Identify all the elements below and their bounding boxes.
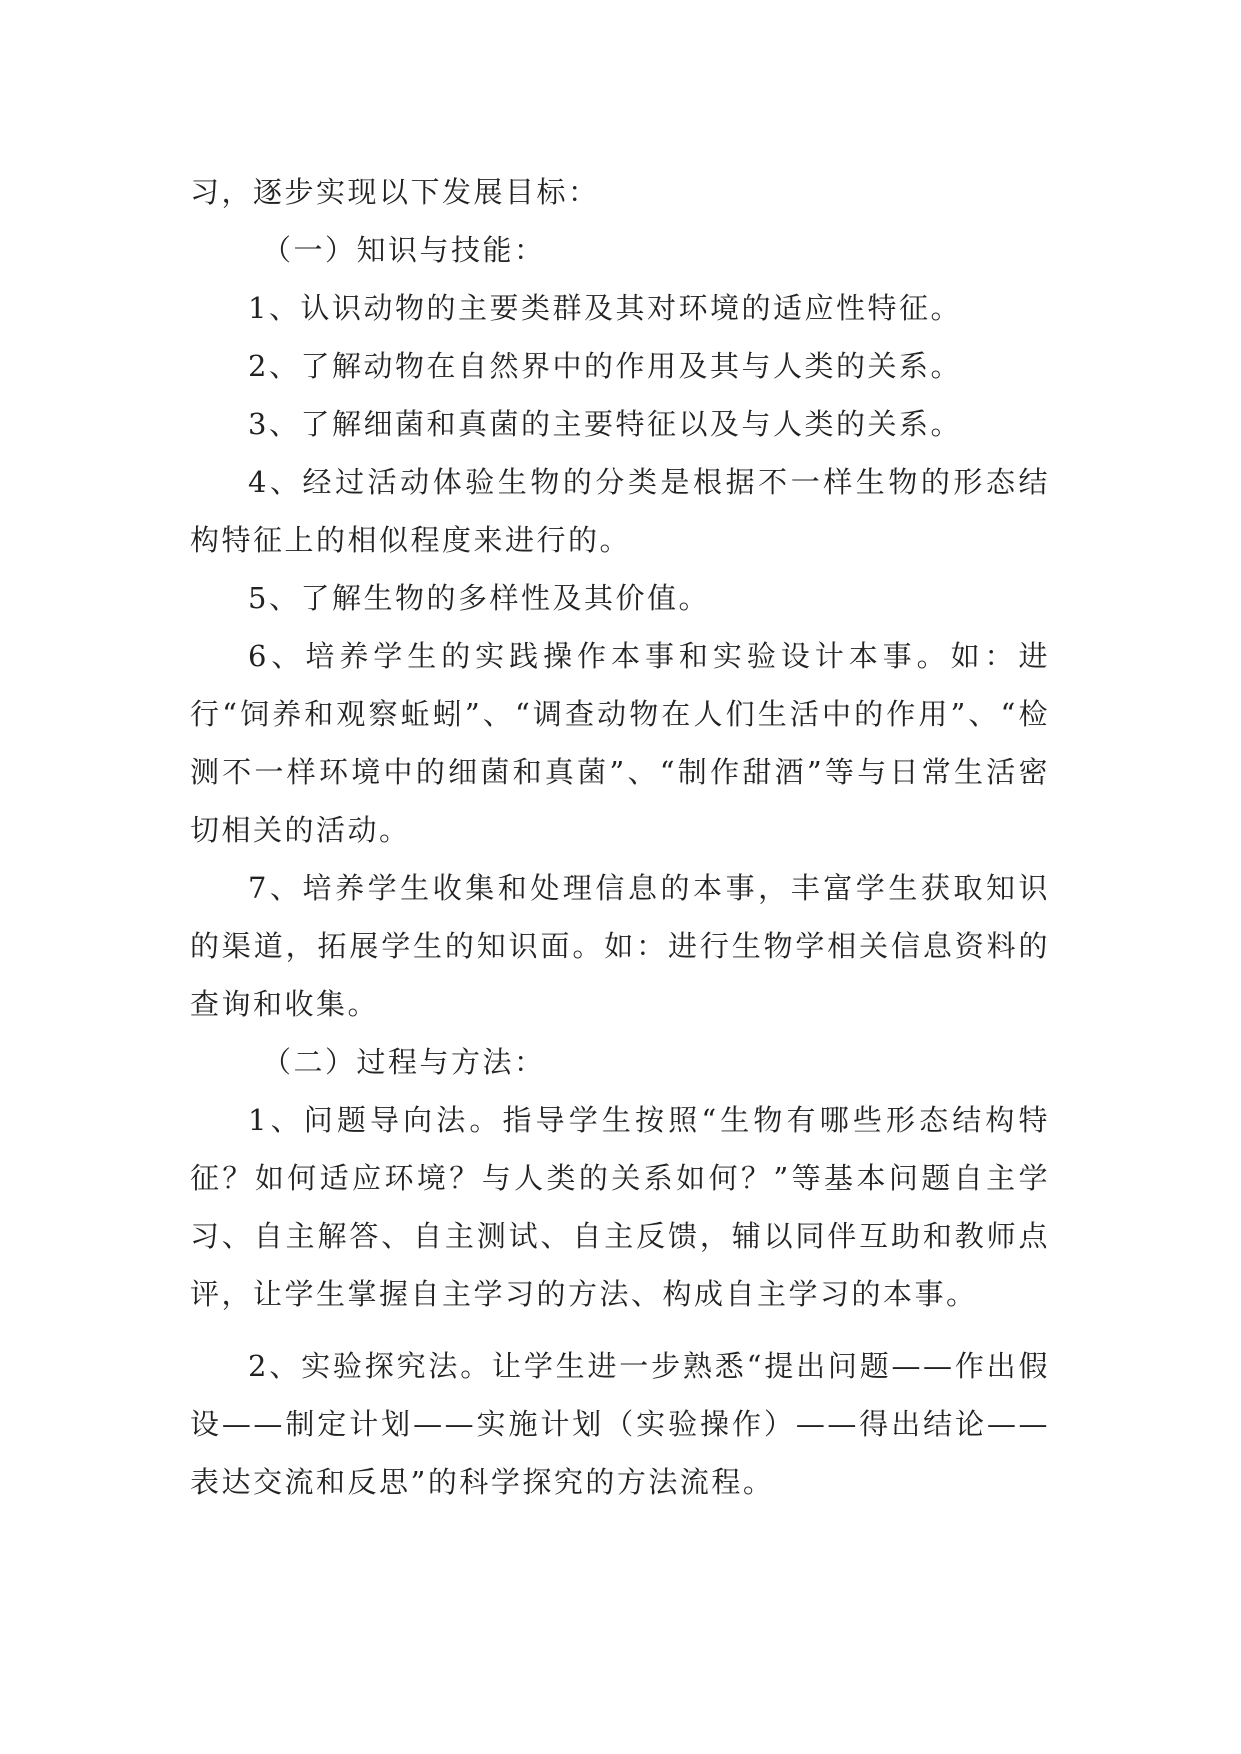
section-heading-knowledge-skills: （一）知识与技能：: [262, 233, 546, 267]
list-item-5: 5、了解生物的多样性及其价值。: [248, 581, 710, 615]
list-item-1: 1、认识动物的主要类群及其对环境的适应性特征。: [248, 291, 962, 325]
list-item-4: 4、经过活动体验生物的分类是根据不一样生物的形态结构特征上的相似程度来进行的。: [190, 465, 1050, 557]
section-heading-process-methods: （二）过程与方法：: [262, 1045, 546, 1079]
list-item-6: 6、培养学生的实践操作本事和实验设计本事。如：进行“饲养和观察蚯蚓”、“调查动物在人们生活中的作用”、“检测不一样环境中的细菌和真菌”、“制作甜酒”等与日常生活密切相关的活动。: [190, 639, 1050, 847]
list-item-2: 2、了解动物在自然界中的作用及其与人类的关系。: [248, 349, 962, 383]
paragraph-continuation: 习，逐步实现以下发展目标：: [190, 175, 600, 209]
list-item-7: 7、培养学生收集和处理信息的本事，丰富学生获取知识的渠道，拓展学生的知识面。如：进行生物学相关信息资料的查询和收集。: [190, 871, 1050, 1021]
method-item-1: 1、问题导向法。指导学生按照“生物有哪些形态结构特征？如何适应环境？与人类的关系如何？”等基本问题自主学习、自主解答、自主测试、自主反馈，辅以同伴互助和教师点评，让学生掌握自主学习的方法、构成自主学习的本事。: [190, 1103, 1050, 1311]
method-item-2: 2、实验探究法。让学生进一步熟悉“提出问题——作出假设——制定计划——实施计划（实验操作）——得出结论——表达交流和反思”的科学探究的方法流程。: [190, 1349, 1050, 1499]
list-item-3: 3、了解细菌和真菌的主要特征以及与人类的关系。: [248, 407, 962, 441]
document-body: [190, 163, 1050, 1511]
